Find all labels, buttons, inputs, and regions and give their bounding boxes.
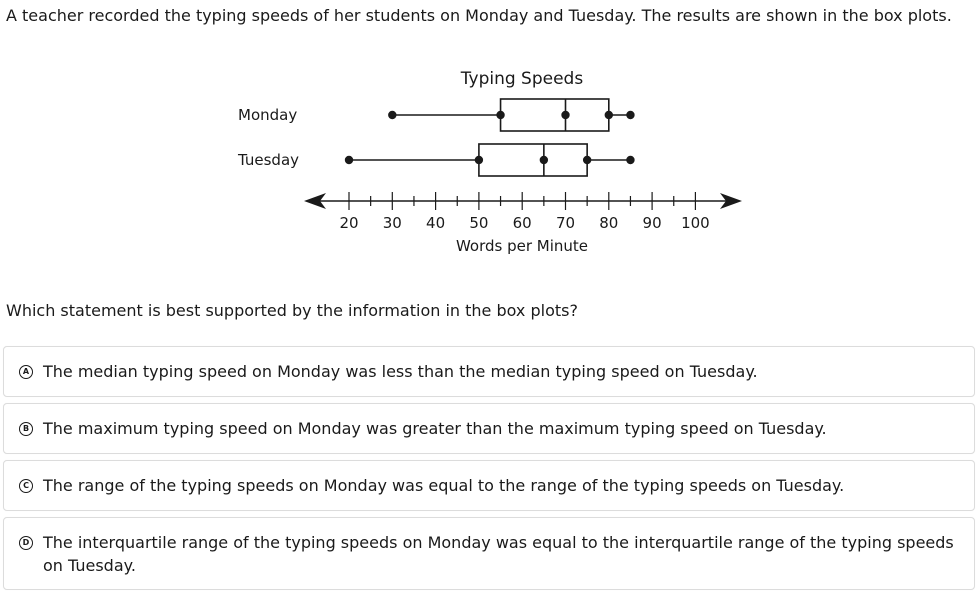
- tick-label-40: 40: [426, 214, 446, 232]
- option-b-bubble[interactable]: B: [19, 422, 33, 436]
- tuesday-iqr-box: [479, 144, 587, 176]
- option-d-bubble[interactable]: D: [19, 536, 33, 550]
- tuesday-q3-point: [583, 156, 591, 164]
- answer-options: [3, 346, 975, 596]
- option-c[interactable]: [3, 460, 975, 511]
- tick-label-70: 70: [555, 214, 576, 232]
- option-b[interactable]: [3, 403, 975, 454]
- monday-max-point: [626, 111, 634, 119]
- monday-q3-point: [605, 111, 613, 119]
- tuesday-median-point: [540, 156, 548, 164]
- x-axis-label: Words per Minute: [455, 237, 589, 255]
- question-text: Which statement is best supported by the information in the box plots?: [6, 301, 578, 320]
- monday-median-point: [561, 111, 569, 119]
- tick-label-100: 100: [681, 214, 710, 232]
- monday-box-plot: [238, 99, 635, 131]
- option-a-bubble[interactable]: A: [19, 365, 33, 379]
- tick-label-50: 50: [469, 214, 489, 232]
- tuesday-row-label: Tuesday: [238, 151, 300, 169]
- chart-title: Typing Speeds: [460, 69, 584, 89]
- option-a[interactable]: [3, 346, 975, 397]
- box-plots: [237, 99, 635, 176]
- tuesday-min-point: [345, 156, 353, 164]
- monday-min-point: [388, 111, 396, 119]
- option-c-text: The range of the typing speeds on Monday was equal to the range of the typing speeds on Tuesday.: [43, 476, 845, 495]
- monday-iqr-box: [501, 99, 609, 131]
- box-plot-chart: [0, 0, 980, 270]
- tick-label-30: 30: [382, 214, 402, 232]
- tick-label-60: 60: [512, 214, 532, 232]
- tick-label-80: 80: [599, 214, 619, 232]
- x-axis: [304, 192, 742, 232]
- intro-text: A teacher recorded the typing speeds of her students on Monday and Tuesday. The results are shown in the box plots.: [6, 6, 952, 25]
- option-b-text: The maximum typing speed on Monday was greater than the maximum typing speed on Tuesday.: [43, 419, 827, 438]
- tick-label-90: 90: [642, 214, 662, 232]
- monday-q1-point: [496, 111, 504, 119]
- option-d-text: The interquartile range of the typing speeds on Monday was equal to the interquartile range of the typing speeds on Tuesday.: [43, 533, 954, 575]
- option-a-text: The median typing speed on Monday was less than the median typing speed on Tuesday.: [43, 362, 758, 381]
- option-c-bubble[interactable]: C: [19, 479, 33, 493]
- monday-row-label: Monday: [238, 106, 298, 124]
- tuesday-q1-point: [475, 156, 483, 164]
- tuesday-box-plot: [237, 144, 635, 176]
- option-d[interactable]: [3, 517, 975, 590]
- tuesday-max-point: [626, 156, 634, 164]
- tick-label-20: 20: [339, 214, 359, 232]
